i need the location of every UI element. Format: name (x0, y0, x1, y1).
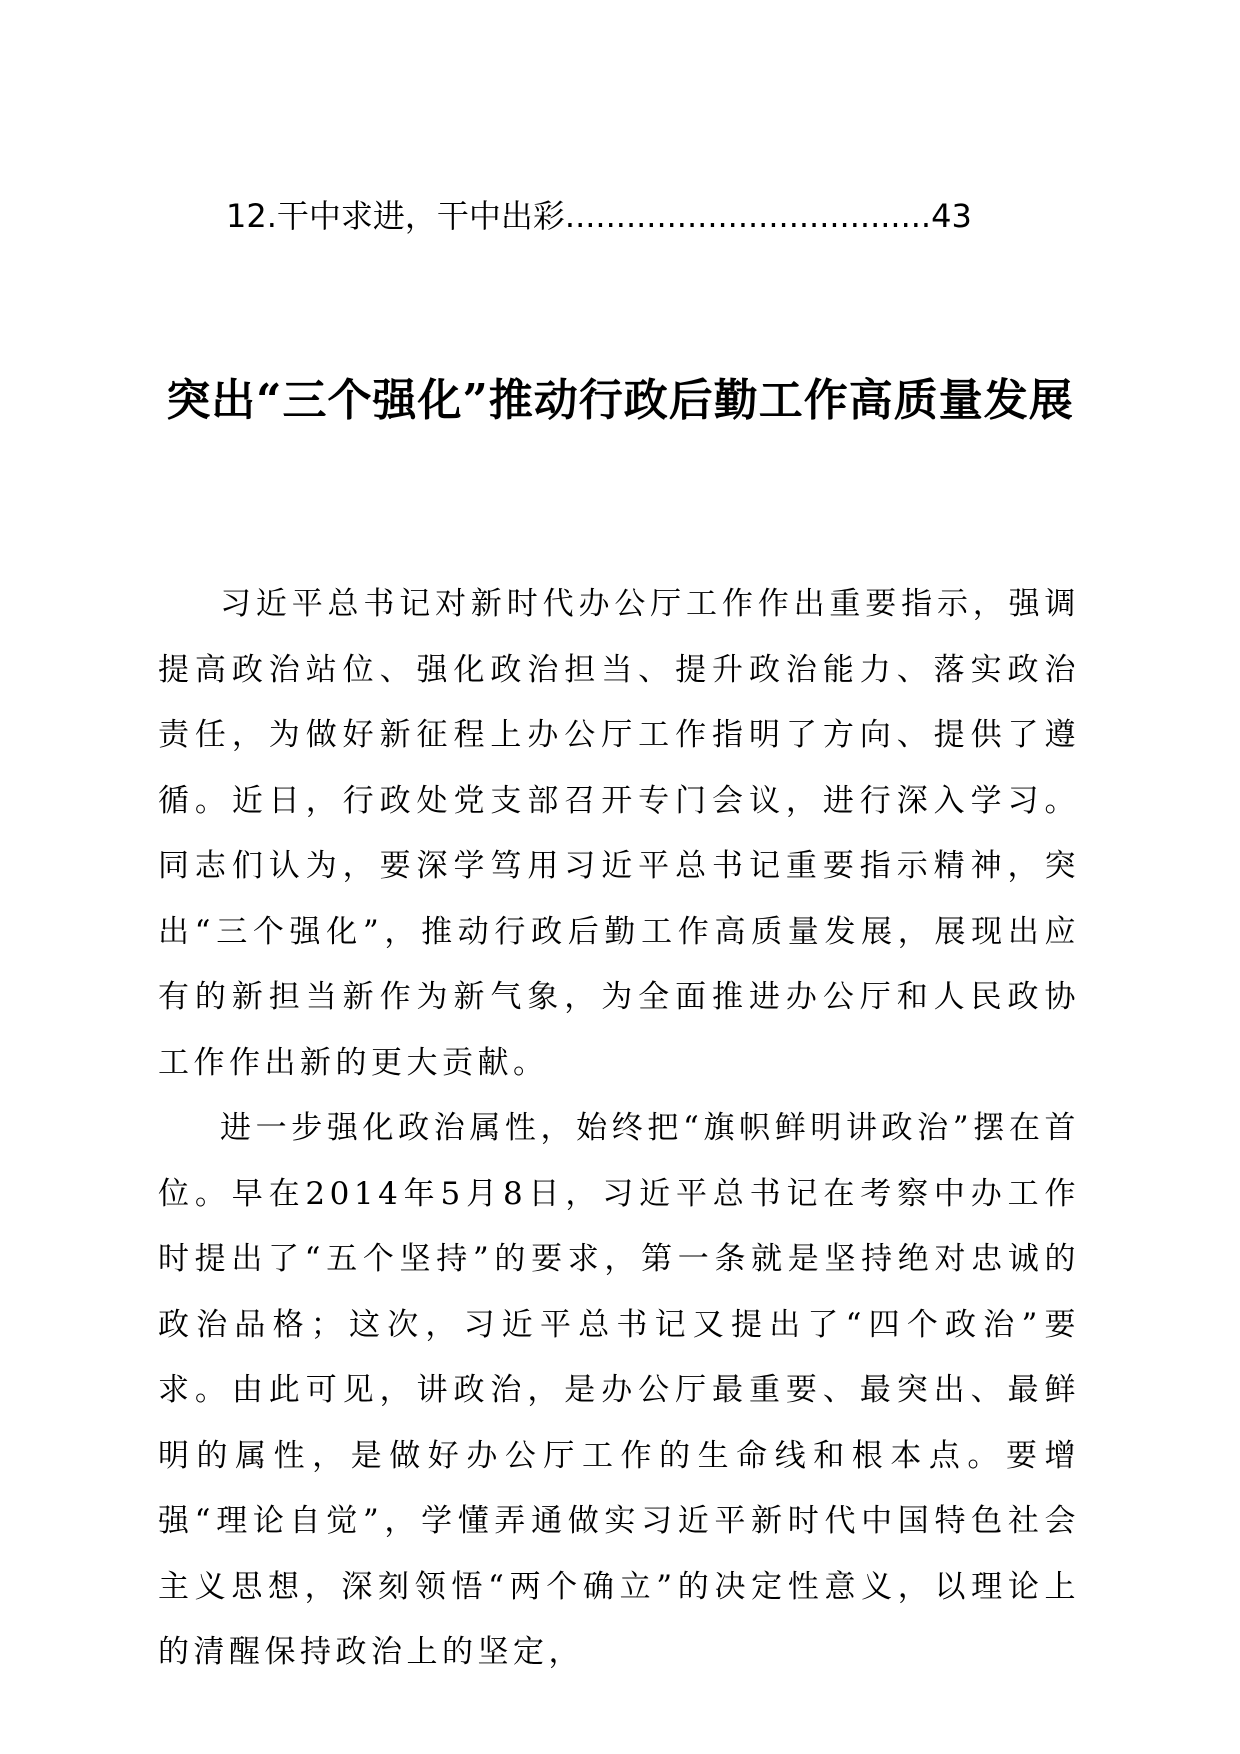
article-body (158, 572, 1080, 1686)
toc-page-number: 43 (931, 197, 972, 235)
body-paragraph-1: 习近平总书记对新时代办公厅工作作出重要指示，强调提高政治站位、强化政治担当、提升政治能力、落实政治责任，为做好新征程上办公厅工作指明了方向、提供了遵循。近日，行政处党支部召开专门会议，进行深入学习。同志们认为，要深学笃用习近平总书记重要指示精神，突出“三个强化”，推动行政后勤工作高质量发展，展现出应有的新担当新作为新气象，为全面推进办公厅和人民政协工作作出新的更大贡献。 (158, 586, 1080, 1081)
toc-entry[interactable] (226, 186, 1026, 246)
body-paragraph-2: 进一步强化政治属性，始终把“旗帜鲜明讲政治”摆在首位。早在2014年5月8日，习近平总书记在考察中办工作时提出了“五个坚持”的要求，第一条就是坚持绝对忠诚的政治品格；这次，习近平总书记又提出了“四个政治”要求。由此可见，讲政治，是办公厅最重要、最突出、最鲜明的属性，是做好办公厅工作的生命线和根本点。要增强“理论自觉”，学懂弄通做实习近平新时代中国特色社会主义思想，深刻领悟“两个确立”的决定性意义，以理论上的清醒保持政治上的坚定， (158, 1110, 1080, 1670)
toc-leader-dots: .................................... (564, 197, 932, 235)
toc-entry-title: 12.干中求进，干中出彩 (226, 197, 565, 235)
article-title: 突出“三个强化”推动行政后勤工作高质量发展 (166, 375, 1074, 426)
